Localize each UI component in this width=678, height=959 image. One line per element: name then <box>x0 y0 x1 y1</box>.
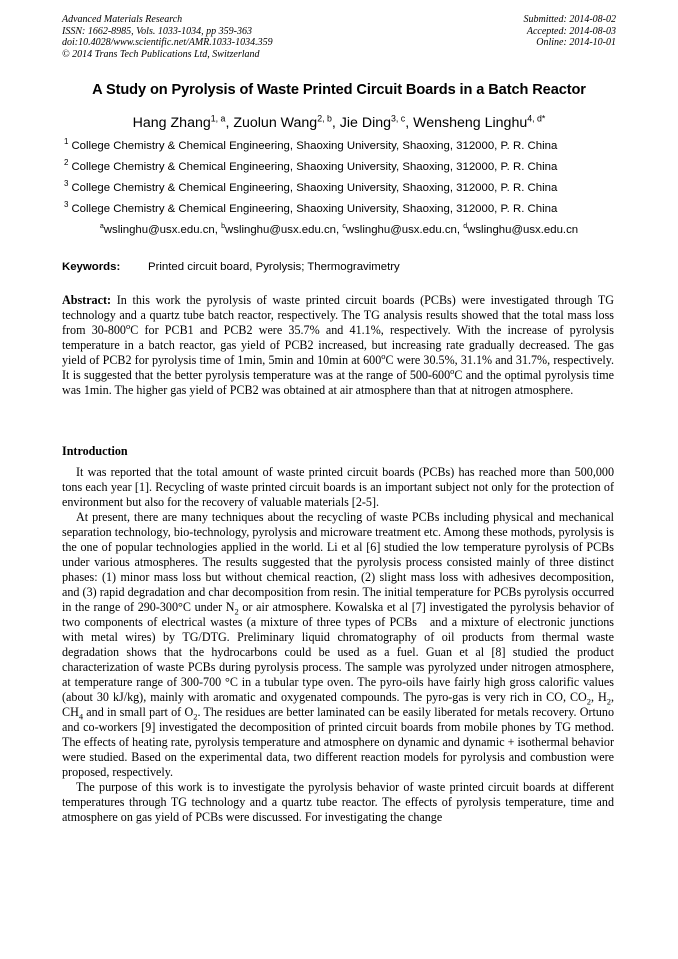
affiliation-number: 2 <box>64 158 69 168</box>
copyright-line: © 2014 Trans Tech Publications Ltd, Switzerland <box>62 48 260 60</box>
affiliation <box>64 137 624 152</box>
email-address[interactable]: wslinghu@usx.edu.cn <box>225 224 337 236</box>
keywords-label: Keywords: <box>62 261 121 273</box>
author-superscript: 1, a <box>210 113 226 124</box>
affiliation-number: 3 <box>64 200 69 210</box>
paragraph: The purpose of this work is to investigate the pyrolysis behavior of waste printed circuit boards at different temperatures through TG technology and a quartz tube reactor. The effects of pyrolysis temperature, time and atmosphere on gas yield of PCBs were discussed. For investigating the change <box>62 780 614 824</box>
dates-info <box>524 14 617 49</box>
abstract <box>62 293 614 398</box>
email-superscript: c <box>342 223 346 231</box>
email-address[interactable]: wslinghu@usx.edu.cn <box>345 224 457 236</box>
introduction-body <box>62 465 614 825</box>
author-superscript: 2, b <box>317 113 332 124</box>
keywords <box>62 261 400 273</box>
keywords-text: Printed circuit board, Pyrolysis; Thermogravimetry <box>148 261 400 273</box>
abstract-label: Abstract: <box>62 293 112 307</box>
affiliation-text: College Chemistry & Chemical Engineering, Shaoxing University, Shaoxing, 312000, P. R. China <box>71 182 558 194</box>
email-superscript: d <box>463 223 468 231</box>
online-date: Online: 2014-10-01 <box>536 37 616 48</box>
author-name: Wensheng Linghu <box>413 115 528 131</box>
affiliation-text: College Chemistry & Chemical Engineering, Shaoxing University, Shaoxing, 312000, P. R. China <box>71 140 558 152</box>
section-heading-introduction: Introduction <box>62 444 128 458</box>
email-superscript: a <box>99 223 104 231</box>
abstract-text: In this work the pyrolysis of waste printed circuit boards (PCBs) were investigated through TG technology and a quartz tube batch reactor, respectively. The TG analysis results showed that the total mass loss from 30-800$^o$C for PCB1 and PCB2 were 35.7% and 41.1%, respectively. With the increase of pyrolysis temperature in a batch reactor, gas yield of PCB2 increased, but increasing rate gradually decreased. The gas yield of PCB2 for pyrolysis time of 1min, 5min and 10min at 600$^o$C were 30.5%, 31.1% and 31.7%, respectively. It is suggested that the better pyrolysis temperature was at the range of 500-600$^o$C and the optimal pyrolysis time was 1min. The higher gas yield of PCB2 was obtained at air atmosphere than that at nitrogen atmosphere. <box>62 293 614 397</box>
affiliation <box>64 179 624 194</box>
doi-line: doi:10.4028/www.scientific.net/AMR.1033-1034.359 <box>62 37 273 48</box>
submitted-date: Submitted: 2014-08-02 <box>523 14 616 25</box>
author-superscript: 3, c <box>391 113 406 124</box>
email-line: $^a$wslinghu@usx.edu.cn, $^b$wslinghu@usx.edu.cn, $^c$wslinghu@usx.edu.cn, $^d$wslinghu@usx.edu.cn <box>99 223 579 236</box>
journal-name: Advanced Materials Research <box>62 14 183 25</box>
email-superscript: b <box>221 223 226 231</box>
email-address[interactable]: wslinghu@usx.edu.cn <box>103 224 215 236</box>
author-name: Jie Ding <box>339 115 392 131</box>
affiliation-text: College Chemistry & Chemical Engineering, Shaoxing University, Shaoxing, 312000, P. R. China <box>71 161 558 173</box>
author-superscript: 4, d* <box>527 113 546 124</box>
paper-title: A Study on Pyrolysis of Waste Printed Circuit Boards in a Batch Reactor <box>92 82 586 98</box>
paragraph: It was reported that the total amount of waste printed circuit boards (PCBs) has reached more than 500,000 tons each year [1]. Recycling of waste printed circuit boards is an important subject not only for the protection of environment but also for the recovery of valuable materials [2-5]. <box>62 465 614 509</box>
author-name: Hang Zhang <box>132 115 211 131</box>
affiliation <box>64 200 624 215</box>
accepted-date: Accepted: 2014-08-03 <box>526 25 616 37</box>
author-list: Hang Zhang$^{1, a}$, Zuolun Wang$^{2, b}$, Jie Ding$^{3, c}$, Wensheng Linghu$^{4, d*}$ <box>132 113 546 131</box>
journal-info <box>62 14 273 60</box>
affiliation-number: 3 <box>64 179 69 189</box>
affiliation <box>64 158 624 173</box>
email-address[interactable]: wslinghu@usx.edu.cn <box>467 224 579 236</box>
affiliation-text: College Chemistry & Chemical Engineering, Shaoxing University, Shaoxing, 312000, P. R. China <box>71 203 558 215</box>
paragraph: At present, there are many techniques about the recycling of waste PCBs including physical and mechanical separation technology, bio-technology, pyrolysis and microware treatment etc. Among these mothods, pyrolysis is the one of popular technologies applied in the world. Li et al [6] studied the low temperature pyrolysis of PCBs under various atmospheres. The results suggested that the pyrolysis process consisted mainly of three distinct phases: (1) minor mass loss but without chemical reaction, (2) slight mass loss with adhesives decomposition, and (3) rapid degradation and char decomposition from resin. The initial temperature for PCBs pyrolysis occurred in the range of 290-300°C under $N_2$ or air atmosphere. Kowalska et al [7] investigated the pyrolysis behavior of two components of electrical wastes (a mixture of three types of PCBs and a mixture of electronic junctions with metal wires) by TG/DTG. Preliminary liquid chromatography of oil products from thermal waste degradation shows that the hydrocarbons could be used as a fuel. Guan et al [8] studied the product characterization of waste PCBs during pyrolysis process. The sample was pyrolyzed under nitrogen atmosphere, at temperature range of 300-700 °C in a tubular type oven. The pyro-oils have fairly high gross calorific values (about 30 kJ/kg), mainly with aromatic and oxygenated compounds. The pyro-gas is very rich in CO, $CO_2$, $H_2$, $CH_4$ and in small part of $O_2$. The residues are better laminated can be easily liberated for metals recovery. Ortuno and co-workers [9] investigated the decomposition of printed circuit boards from mobile phones by TG method. The effects of heating rate, pyrolysis temperature and atmosphere on dynamic and dynamic + isothermal behavior were studied. Based on the experimental data, two different reaction models for pyrolysis and combustion were proposed, respectively. <box>62 510 615 779</box>
author-name: Zuolun Wang <box>233 115 318 131</box>
issn-line: ISSN: 1662-8985, Vols. 1033-1034, pp 359-363 <box>62 25 252 37</box>
affiliation-number: 1 <box>64 137 69 147</box>
